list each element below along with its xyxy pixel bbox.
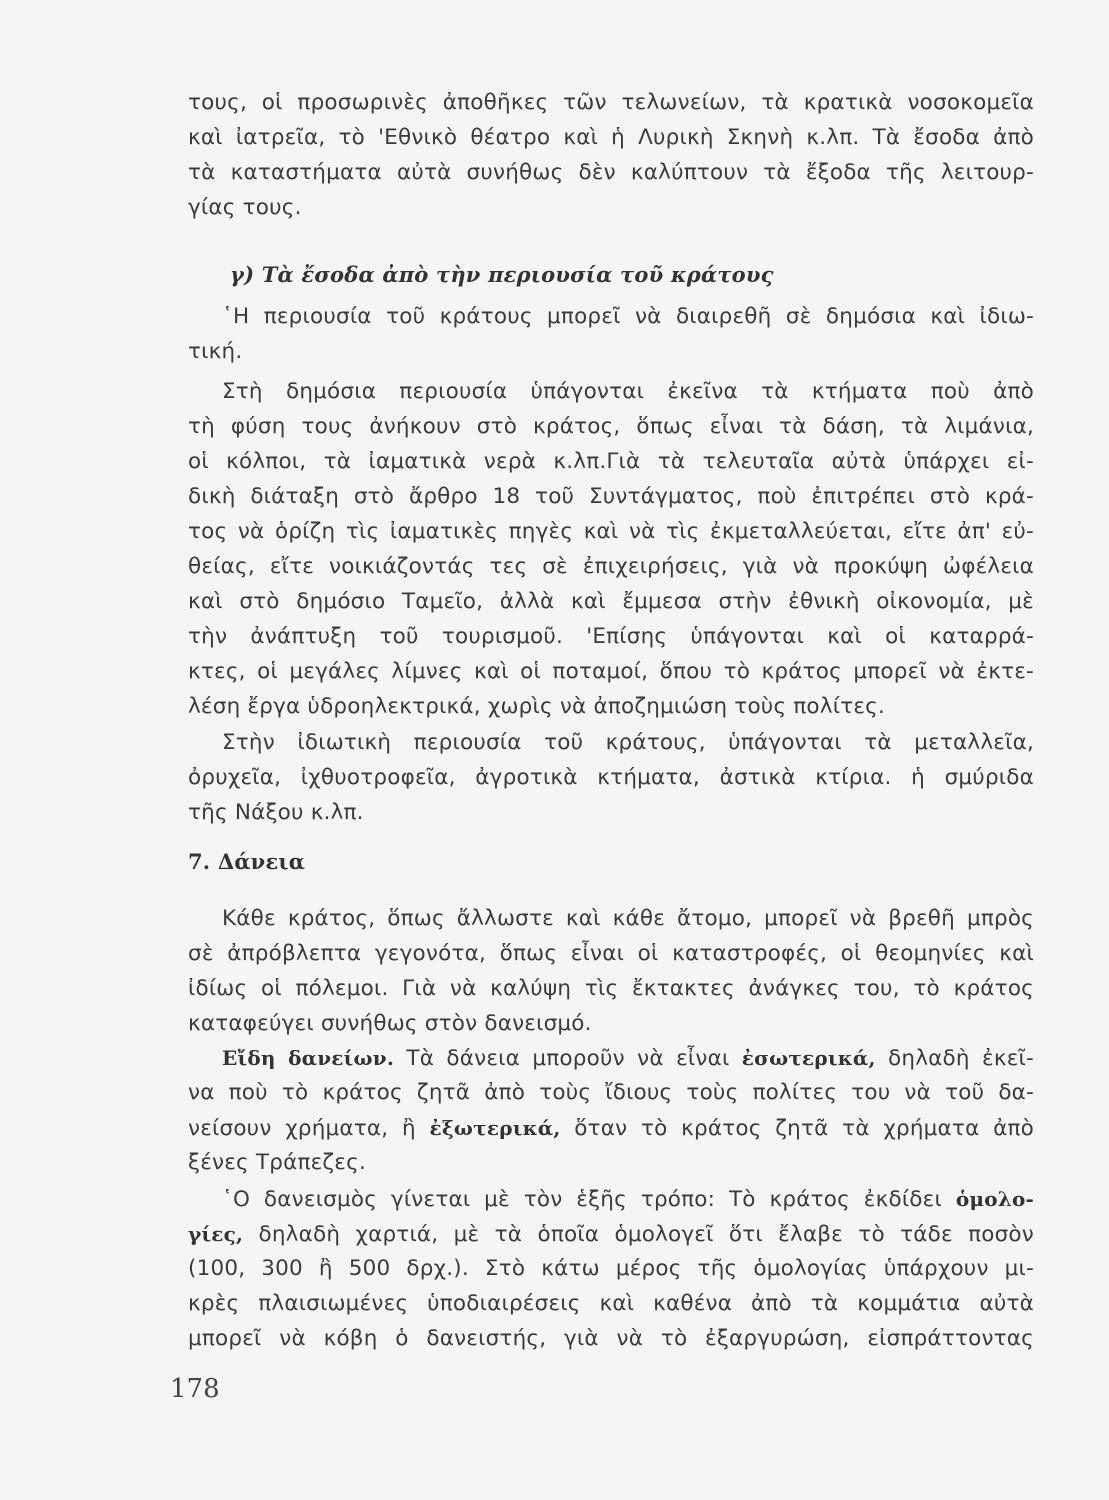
- text-line: να ποὺ τὸ κράτος ζητᾶ ἀπὸ τοὺς ἴδιους τοὺς πολίτες του νὰ τοῦ δα-: [188, 1080, 1034, 1105]
- text-line: [188, 1217, 1034, 1252]
- text-line: τὰ καταστήματα αὐτὰ συνήθως δὲν καλύπτουν τὰ ἔξοδα τῆς λειτουρ-: [188, 160, 1034, 185]
- text-line: κρὲς πλαισιωμένες ὑποδιαιρέσεις καὶ καθένα ἀπὸ τὰ κομμάτια αὐτὰ: [188, 1291, 1034, 1316]
- text-line: καὶ ἰατρεῖα, τὸ 'Εθνικὸ θέατρο καὶ ἡ Λυρικὴ Σκηνὴ κ.λπ. Τὰ ἔσοδα ἀπὸ: [188, 125, 1034, 150]
- section-heading: 7. Δάνεια: [188, 849, 306, 874]
- text-line: ὀρυχεῖα, ἰχθυοτροφεῖα, ἀγροτικὰ κτήματα, ἀστικὰ κτίρια. ἡ σμύριδα: [188, 765, 1034, 790]
- text-line: τους, οἱ προσωρινὲς ἀποθῆκες τῶν τελωνείων, τὰ κρατικὰ νοσοκομεῖα: [188, 90, 1034, 115]
- term-bold: ἐξωτερικά,: [429, 1116, 561, 1140]
- term-bold: ἐσωτερικά,: [741, 1046, 876, 1070]
- text-line: γίας τους.: [188, 195, 302, 220]
- text-line: τὴ φύση τους ἀνήκουν στὸ κράτος, ὅπως εἶναι τὰ δάση, τὰ λιμάνια,: [188, 414, 1034, 439]
- text-line: κτες, οἱ μεγάλες λίμνες καὶ οἱ ποταμοί, ὅπου τὸ κράτος μπορεῖ νὰ ἐκτε-: [188, 659, 1034, 684]
- text-line: ῾Η περιουσία τοῦ κράτους μπορεῖ νὰ διαιρεθῆ σὲ δημόσια καὶ ἰδιω-: [222, 304, 1034, 329]
- text-run: δηλαδὴ ἐκεῖ-: [875, 1046, 1034, 1071]
- text-line: Στὴν ἰδιωτικὴ περιουσία τοῦ κράτους, ὑπάγονται τὰ μεταλλεῖα,: [222, 730, 1034, 755]
- text-line: λέση ἔργα ὑδροηλεκτρικά, χωρὶς νὰ ἀποζημιώση τοὺς πολίτες.: [188, 694, 886, 719]
- term-bold: ὁμολο-: [955, 1187, 1034, 1211]
- text-line: οἱ κόλποι, τὰ ἰαματικὰ νερὰ κ.λπ.Γιὰ τὰ τελευταῖα αὐτὰ ὑπάρχει εἰ-: [188, 449, 1034, 474]
- text-line: [222, 1182, 1034, 1217]
- text-line: (100, 300 ἢ 500 δρχ.). Στὸ κάτω μέρος τῆς ὁμολογίας ὑπάρχουν μι-: [188, 1256, 1034, 1281]
- text-run: νείσουν χρήματα, ἢ: [188, 1116, 430, 1141]
- text-line: ξένες Τράπεζες.: [188, 1150, 366, 1175]
- text-line: μπορεῖ νὰ κόβη ὁ δανειστής, γιὰ νὰ τὸ ἐξαργυρώση, εἰσπράττοντας: [188, 1326, 1034, 1351]
- text-run: ὅταν τὸ κράτος ζητᾶ τὰ χρήματα ἀπὸ: [560, 1116, 1034, 1141]
- text-line: σὲ ἀπρόβλεπτα γεγονότα, ὅπως εἶναι οἱ καταστροφές, οἱ θεομηνίες καὶ: [188, 941, 1034, 966]
- text-run: ῾Ο δανεισμὸς γίνεται μὲ τὸν ἑξῆς τρόπο: Τὸ κράτος ἐκδίδει: [222, 1187, 956, 1212]
- text-line: τὴν ἀνάπτυξη τοῦ τουρισμοῦ. 'Επίσης ὑπάγονται καὶ οἱ καταρρά-: [188, 624, 1034, 649]
- text-line: [222, 1041, 1034, 1076]
- text-line: δικὴ διάταξη στὸ ἄρθρο 18 τοῦ Συντάγματος, ποὺ ἐπιτρέπει στὸ κρά-: [188, 484, 1034, 509]
- text-line: θείας, εἴτε νοικιάζοντάς τες σὲ ἐπιχειρήσεις, γιὰ νὰ προκύψη ὠφέλεια: [188, 554, 1034, 579]
- page-number: 178: [170, 1374, 220, 1404]
- text-line: τῆς Νάξου κ.λπ.: [188, 800, 364, 825]
- section-heading: γ) Τὰ ἔσοδα ἀπὸ τὴν περιουσία τοῦ κράτους: [230, 262, 774, 287]
- text-run: δηλαδὴ χαρτιά, μὲ τὰ ὁποῖα ὁμολογεῖ ὅτι ἔλαβε τὸ τάδε ποσὸν: [243, 1222, 1034, 1247]
- text-line: Στὴ δημόσια περιουσία ὑπάγονται ἐκεῖνα τὰ κτήματα ποὺ ἀπὸ: [222, 379, 1034, 404]
- text-line: τική.: [188, 339, 243, 364]
- text-run: Τὰ δάνεια μποροῦν νὰ εἶναι: [394, 1046, 742, 1071]
- text-line: [188, 1111, 1034, 1146]
- text-line: ἰδίως οἱ πόλεμοι. Γιὰ νὰ καλύψη τὶς ἔκτακτες ἀνάγκες του, τὸ κράτος: [188, 976, 1034, 1001]
- text-line: καὶ στὸ δημόσιο Ταμεῖο, ἀλλὰ καὶ ἔμμεσα στὴν ἐθνικὴ οἰκονομία, μὲ: [188, 589, 1034, 614]
- text-line: καταφεύγει συνήθως στὸν δανεισμό.: [188, 1011, 592, 1036]
- text-line: Κάθε κράτος, ὅπως ἄλλωστε καὶ κάθε ἄτομο, μπορεῖ νὰ βρεθῆ μπρὸς: [222, 906, 1034, 931]
- term-bold: γίες,: [188, 1222, 244, 1246]
- term-bold: Εἴδη δανείων.: [222, 1046, 395, 1070]
- text-line: τος νὰ ὁρίζη τὶς ἰαματικὲς πηγὲς καὶ νὰ τὶς ἐκμεταλλεύεται, εἴτε ἀπ' εὐ-: [188, 519, 1034, 544]
